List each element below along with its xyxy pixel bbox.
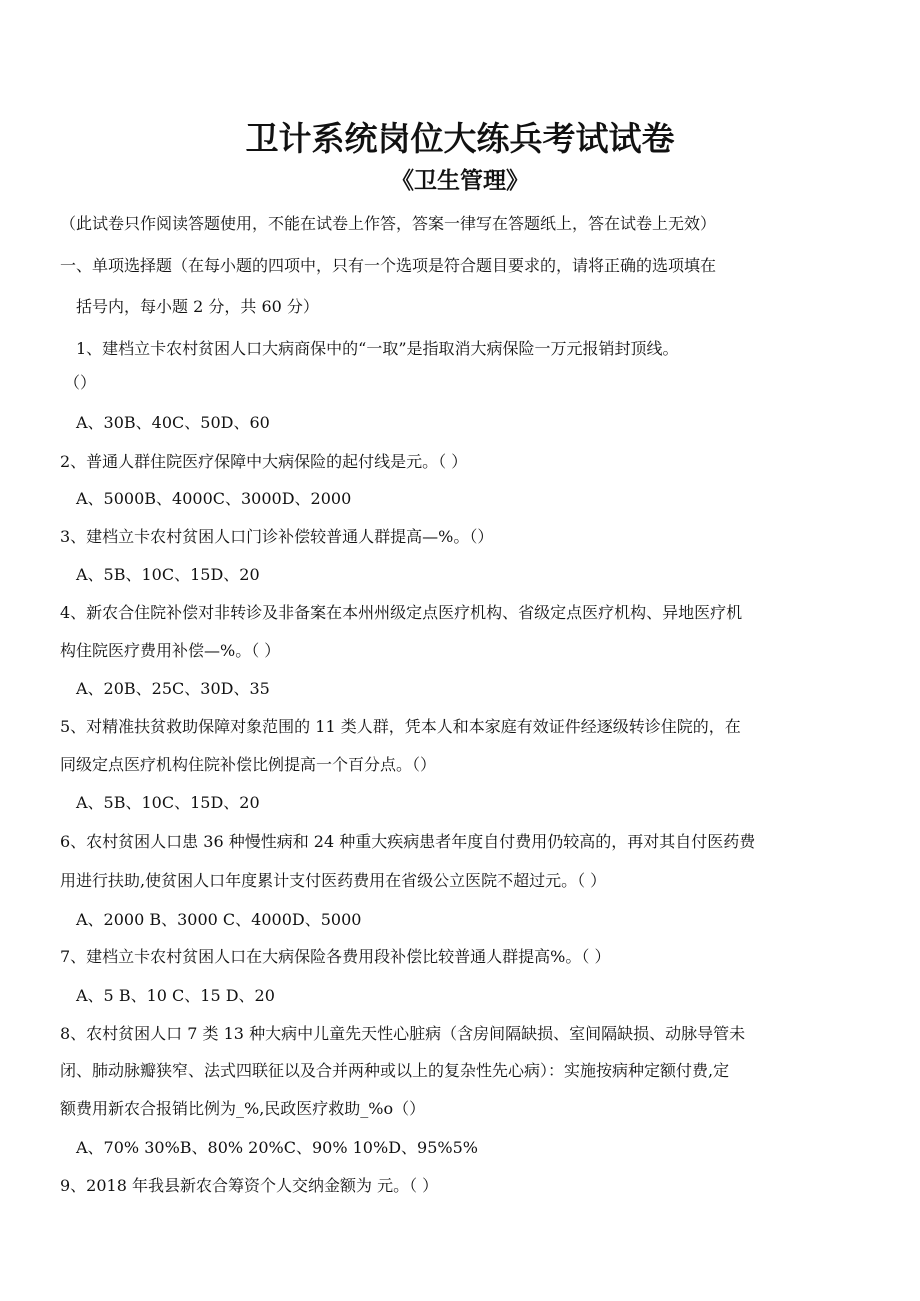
section-heading: 一、单项选择题（在每小题的四项中，只有一个选项是符合题目要求的，请将正确的选项填在 xyxy=(60,256,717,275)
question-4-options: A、20B、25C、30D、35 xyxy=(76,679,270,698)
question-6-text: 6、农村贫困人口患 36 种慢性病和 24 种重大疾病患者年度自付费用仍较高的，再对其自付医药费 xyxy=(60,832,756,851)
question-3-options: A、5B、10C、15D、20 xyxy=(76,565,260,584)
question-1-text: 1、建档立卡农村贫困人口大病商保中的“一取”是指取消大病保险一万元报销封顶线。 xyxy=(76,339,679,358)
question-4-text: 4、新农合住院补偿对非转诊及非备案在本州州级定点医疗机构、省级定点医疗机构、异地医疗机 xyxy=(60,603,743,622)
question-7-options: A、5 B、10 C、15 D、20 xyxy=(76,986,275,1005)
question-9-text: 9、2018 年我县新农合筹资个人交纳金额为 元。（ ） xyxy=(60,1176,439,1195)
question-5-options: A、5B、10C、15D、20 xyxy=(76,793,260,812)
question-2-text: 2、普通人群住院医疗保障中大病保险的起付线是元。（ ） xyxy=(60,452,468,471)
question-1-options: A、30B、40C、50D、60 xyxy=(76,413,270,432)
question-7-text: 7、建档立卡农村贫困人口在大病保险各费用段补偿比较普通人群提高%。（ ） xyxy=(60,947,611,966)
question-6-options: A、2000 B、3000 C、4000D、5000 xyxy=(76,910,362,929)
exam-subtitle: 《卫生管理》 xyxy=(391,168,529,194)
exam-title: 卫计系统岗位大练兵考试试卷 xyxy=(245,119,675,158)
question-4-text-cont: 构住院医疗费用补偿—%。（ ） xyxy=(60,641,281,660)
question-1-bracket: （） xyxy=(64,373,97,392)
section-heading-cont: 括号内，每小题 2 分，共 60 分） xyxy=(76,297,319,316)
question-8-text: 8、农村贫困人口 7 类 13 种大病中儿童先天性心脏病（含房间隔缺损、室间隔缺损、动脉导管未 xyxy=(60,1024,746,1043)
exam-notice: （此试卷只作阅读答题使用，不能在试卷上作答，答案一律写在答题纸上，答在试卷上无效） xyxy=(60,214,717,233)
question-8-text-cont-2: 额费用新农合报销比例为_%,民政医疗救助_%o（） xyxy=(60,1099,426,1118)
question-6-text-cont: 用进行扶助,使贫困人口年度累计支付医药费用在省级公立医院不超过元。（ ） xyxy=(60,871,607,890)
question-2-options: A、5000B、4000C、3000D、2000 xyxy=(76,489,352,508)
question-8-options: A、70% 30%B、80% 20%C、90% 10%D、95%5% xyxy=(76,1138,478,1157)
question-5-text: 5、对精准扶贫救助保障对象范围的 11 类人群，凭本人和本家庭有效证件经逐级转诊住院的，在 xyxy=(60,717,741,736)
question-8-text-cont: 闭、肺动脉瓣狭窄、法式四联征以及合并两种或以上的复杂性先心病）：实施按病种定额付费,定 xyxy=(60,1061,730,1080)
question-3-text: 3、建档立卡农村贫困人口门诊补偿较普通人群提高—%。（） xyxy=(60,527,494,546)
question-5-text-cont: 同级定点医疗机构住院补偿比例提高一个百分点。（） xyxy=(60,755,437,774)
